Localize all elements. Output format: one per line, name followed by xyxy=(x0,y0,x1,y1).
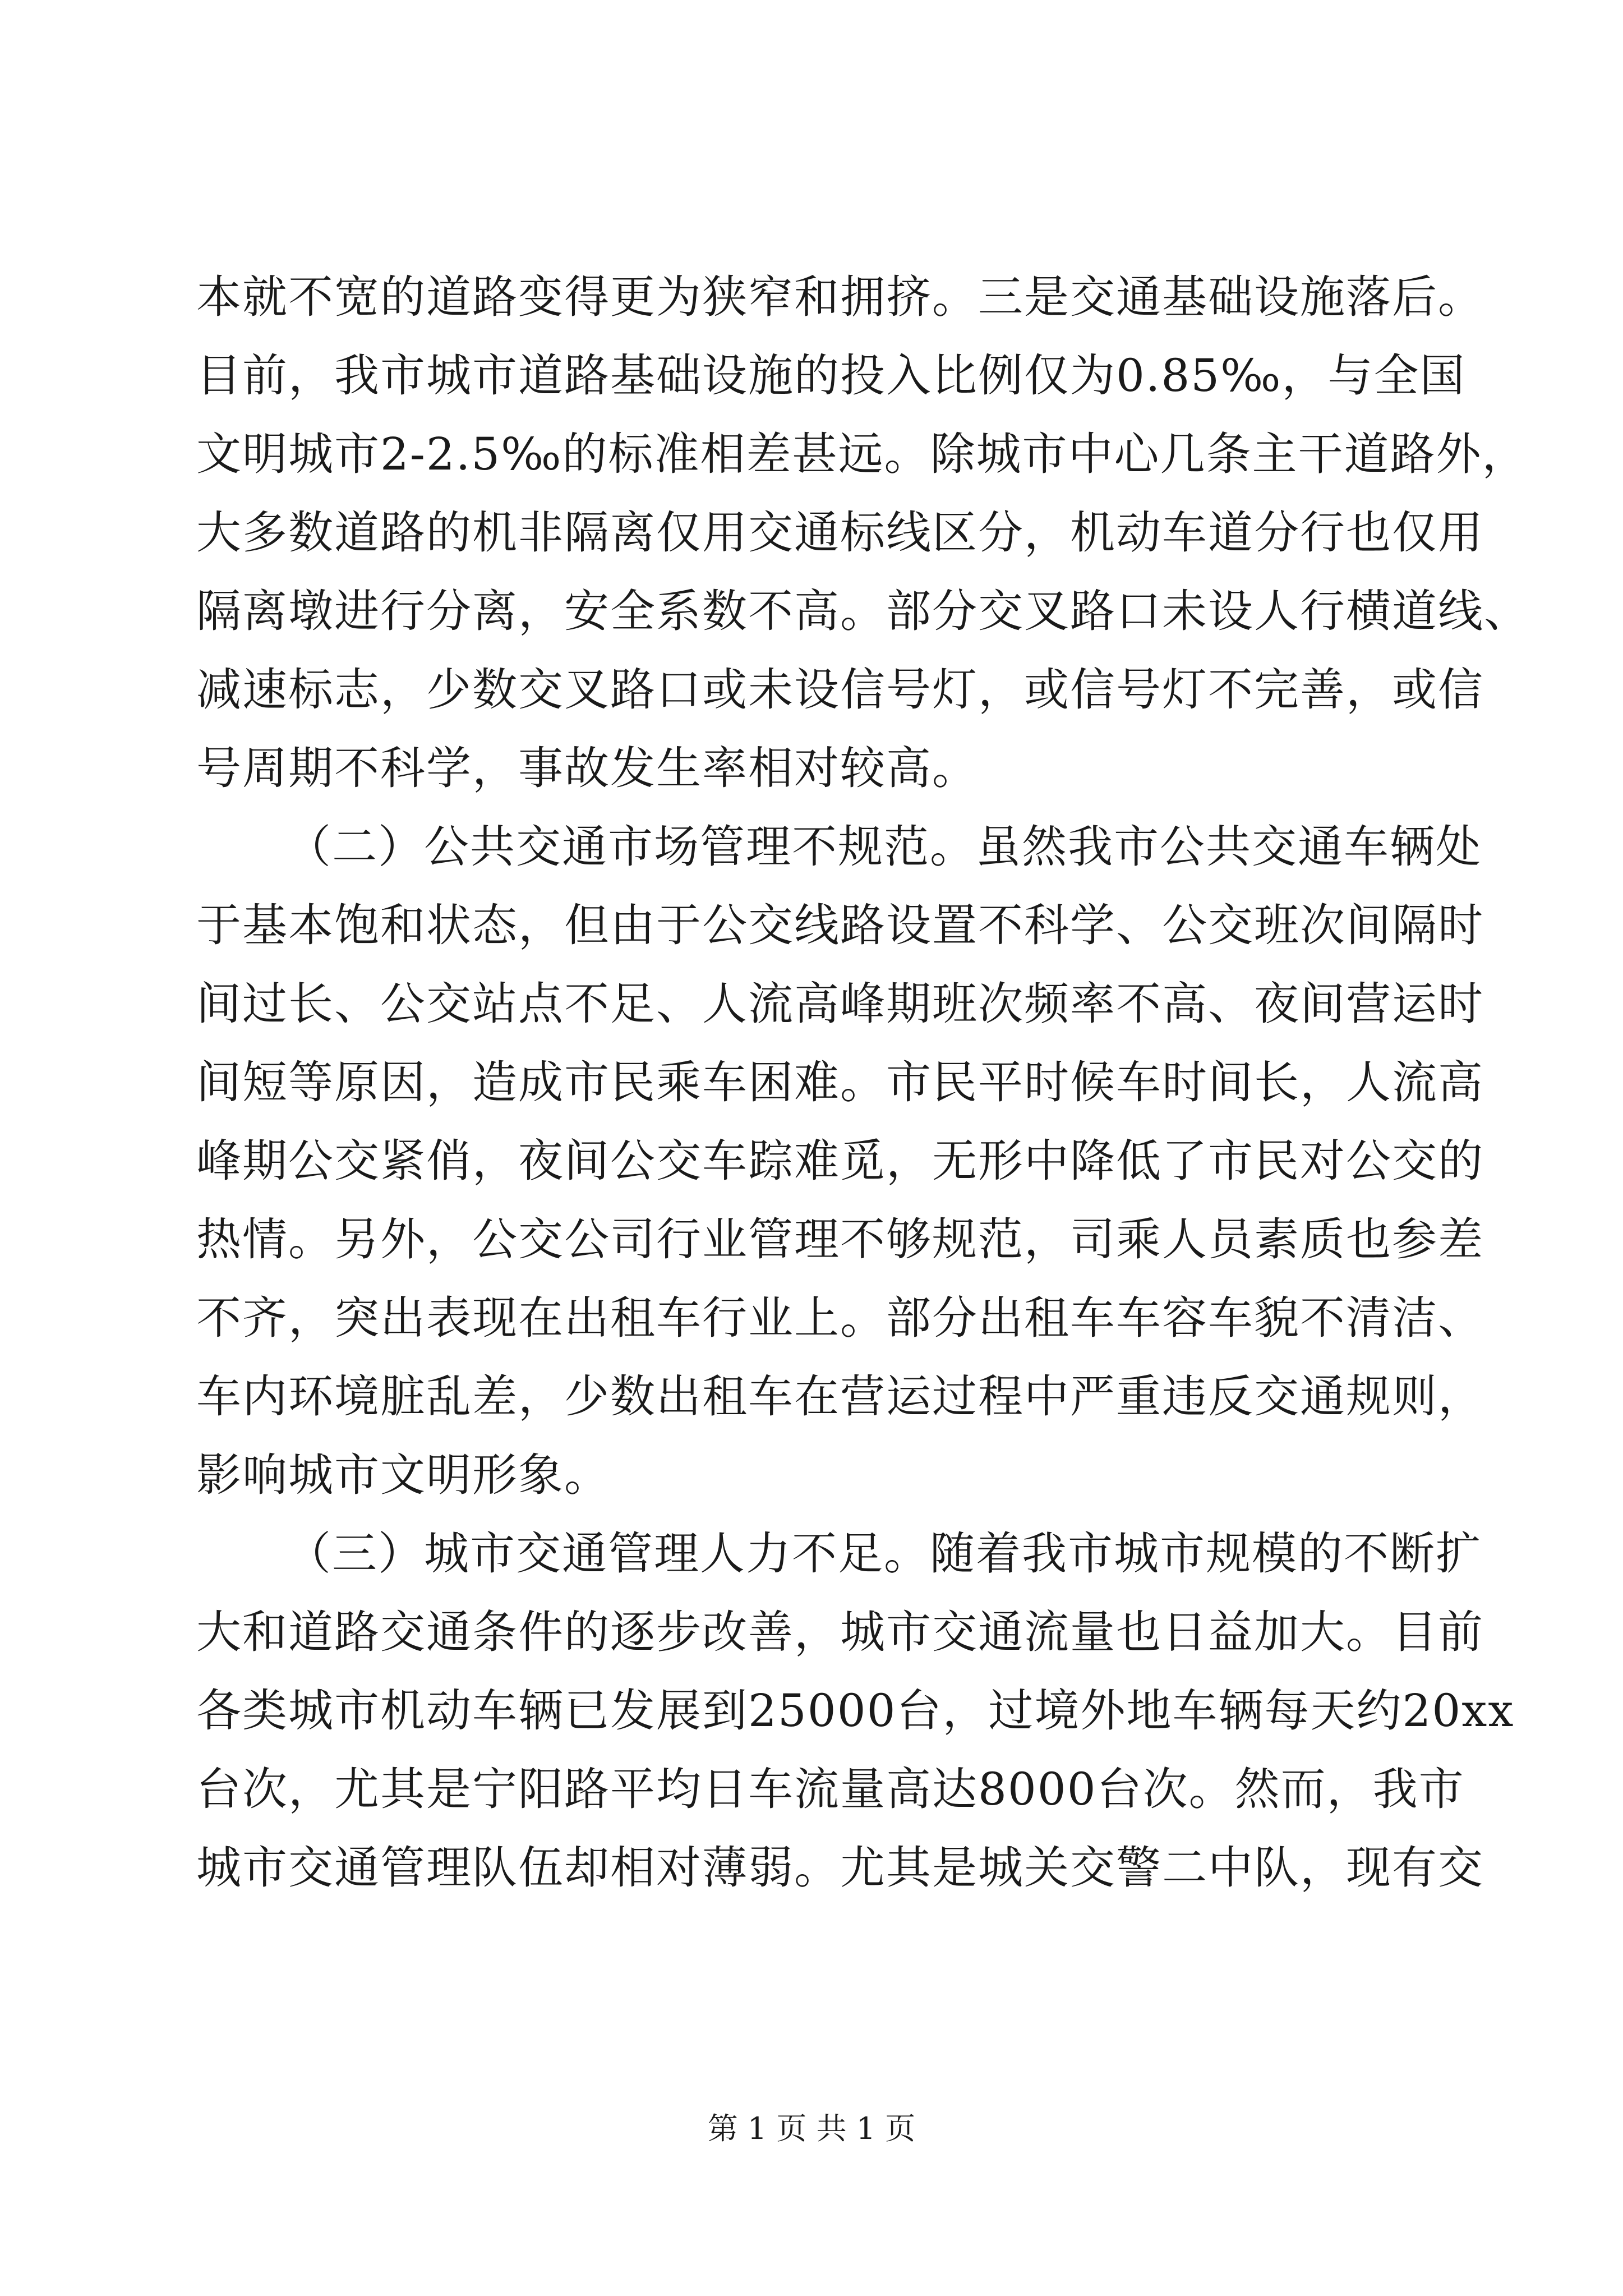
text-line: 目前，我市城市道路基础设施的投入比例仅为0.85‰，与全国 xyxy=(196,349,1466,402)
paragraph-heading-line: （二）公共交通市场管理不规范。虽然我市公共交通车辆处 xyxy=(286,821,1482,873)
text-line: 热情。另外，公交公司行业管理不够规范，司乘人员素质也参差 xyxy=(196,1213,1484,1266)
text-line: 不齐，突出表现在出租车行业上。部分出租车车容车貌不清洁、 xyxy=(196,1292,1484,1344)
body-text xyxy=(196,258,1530,1907)
text-line: 台次，尤其是宁阳路平均日车流量高达8000台次。然而，我市 xyxy=(196,1763,1465,1815)
text-line: 于基本饱和状态，但由于公交线路设置不科学、公交班次间隔时 xyxy=(196,899,1484,951)
paragraph-heading-line: （三）城市交通管理人力不足。随着我市城市规模的不断扩 xyxy=(286,1527,1482,1580)
text-line: 本就不宽的道路变得更为狭窄和拥挤。三是交通基础设施落后。 xyxy=(196,271,1484,323)
text-line: 大多数道路的机非隔离仅用交通标线区分，机动车道分行也仅用 xyxy=(196,507,1484,559)
text-line: 间过长、公交站点不足、人流高峰期班次频率不高、夜间营运时 xyxy=(196,978,1484,1030)
text-line: 减速标志，少数交叉路口或未设信号灯，或信号灯不完善，或信 xyxy=(196,664,1484,716)
text-line: 峰期公交紧俏，夜间公交车踪难觅，无形中降低了市民对公交的 xyxy=(196,1135,1484,1187)
page-footer: 第 1 页 共 1 页 xyxy=(707,2111,916,2146)
text-line: 车内环境脏乱差，少数出租车在营运过程中严重违反交通规则， xyxy=(196,1370,1484,1423)
text-line: 文明城市2-2.5‰的标准相差甚远。除城市中心几条主干道路外， xyxy=(196,428,1528,480)
text-line: 影响城市文明形象。 xyxy=(196,1449,610,1501)
text-line: 各类城市机动车辆已发展到25000台，过境外地车辆每天约20xx xyxy=(196,1685,1515,1737)
text-line: 隔离墩进行分离，安全系数不高。部分交叉路口未设人行横道线、 xyxy=(196,585,1530,637)
text-line: 大和道路交通条件的逐步改善，城市交通流量也日益加大。目前 xyxy=(196,1606,1484,1658)
text-line: 城市交通管理队伍却相对薄弱。尤其是城关交警二中队，现有交 xyxy=(196,1842,1484,1894)
text-line: 间短等原因，造成市民乘车困难。市民平时候车时间长，人流高 xyxy=(196,1056,1484,1108)
text-line: 号周期不科学，事故发生率相对较高。 xyxy=(196,742,978,794)
